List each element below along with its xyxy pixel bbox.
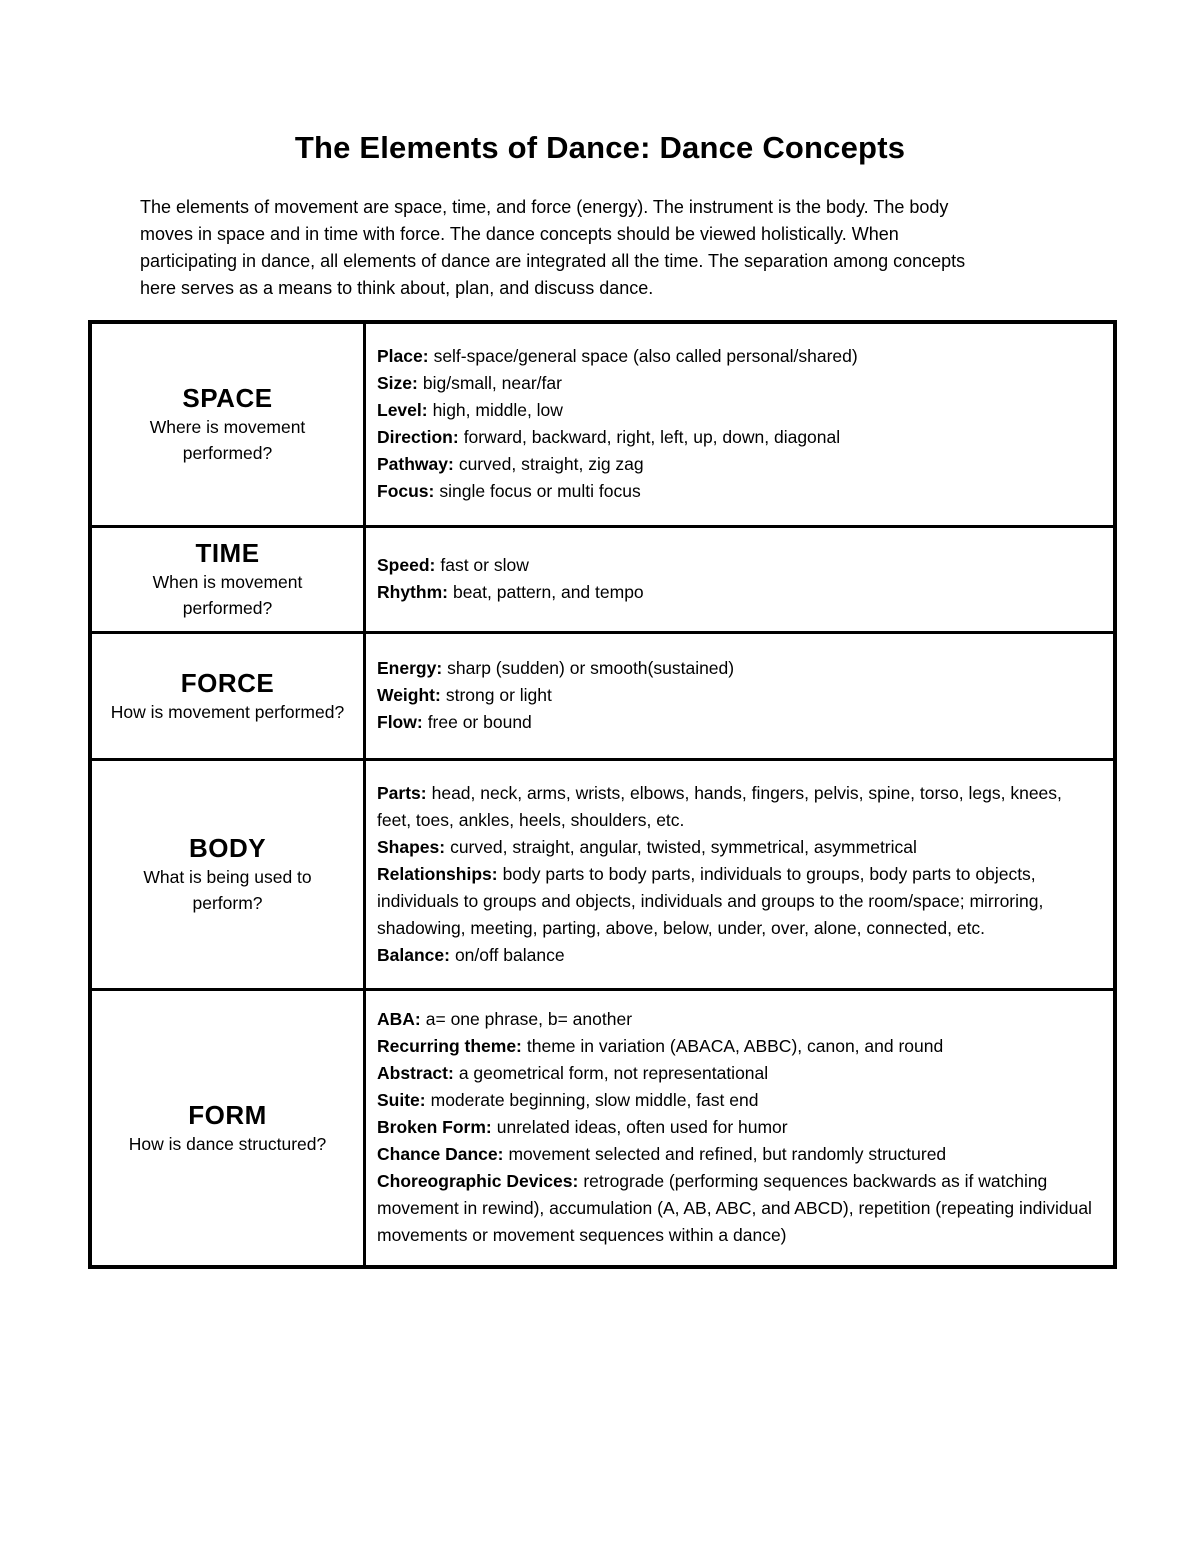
definition-text: self-space/general space (also called personal/shared): [433, 346, 858, 367]
definition-label: Shapes:: [377, 836, 446, 857]
definition-line: [377, 370, 1093, 397]
term-cell-space: [90, 322, 365, 526]
intro-line: moves in space and in time with force. The dance concepts should be viewed holistically. When: [140, 224, 899, 244]
definition-label: Flow:: [377, 712, 423, 732]
definition-line: [377, 834, 1093, 861]
table-row-space: [90, 322, 1115, 526]
dance-concepts-table: [88, 320, 1117, 1269]
definition-line: [377, 552, 1093, 579]
definition-line: [377, 942, 1093, 969]
definition-line: [377, 343, 1093, 370]
intro-line: here serves as a means to think about, plan, and discuss dance.: [140, 278, 654, 298]
definition-cell-force: [365, 632, 1116, 759]
definition-cell-body: [365, 759, 1116, 989]
definition-label: Relationships:: [377, 863, 498, 884]
term-cell-time: [90, 526, 365, 632]
definition-line: [377, 451, 1093, 478]
definition-line: [377, 1060, 1093, 1087]
element-term: SPACE: [182, 383, 273, 414]
definition-text: curved, straight, zig zag: [458, 454, 644, 475]
table-row-force: [90, 632, 1115, 759]
definition-line: [377, 682, 1093, 709]
definition-label: Direction:: [377, 427, 459, 448]
definition-line: [377, 424, 1093, 451]
element-question: What is being used to perform?: [143, 867, 312, 913]
definition-label: Balance:: [377, 944, 450, 965]
definition-line: [377, 1006, 1093, 1033]
document-title: The Elements of Dance: Dance Concepts: [294, 130, 906, 165]
element-term: TIME: [195, 538, 260, 568]
definition-label: Energy:: [377, 658, 443, 678]
intro-paragraph: [140, 194, 1055, 302]
definition-label: Place:: [377, 346, 429, 367]
definition-text: strong or light: [445, 685, 552, 705]
definition-label: Speed:: [377, 555, 436, 575]
element-question: Where is movement performed?: [149, 417, 306, 464]
definition-label: Weight:: [377, 685, 441, 705]
definition-label: Chance Dance:: [377, 1144, 504, 1165]
term-cell-form: [90, 989, 365, 1267]
element-term: BODY: [188, 833, 267, 863]
definition-label: Suite:: [377, 1090, 426, 1111]
definition-label: Pathway:: [377, 454, 454, 475]
definition-line: [377, 1168, 1093, 1249]
definition-text: unrelated ideas, often used for humor: [496, 1117, 788, 1138]
definition-text: a= one phrase, b= another: [425, 1009, 633, 1030]
definition-line: [377, 1033, 1093, 1060]
definition-cell-space: [365, 322, 1116, 526]
table-row-body: [90, 759, 1115, 989]
definition-text: beat, pattern, and tempo: [452, 582, 644, 602]
definition-text: high, middle, low: [432, 400, 563, 421]
definition-cell-form: [365, 989, 1116, 1267]
definition-text: curved, straight, angular, twisted, symmetrical, asymmetrical: [450, 836, 917, 857]
definition-line: [377, 397, 1093, 424]
definition-text: head, neck, arms, wrists, elbows, hands, fingers, pelvis, spine, torso, legs, knees, feet, toes, ankles, heels, shoulders, etc.: [377, 782, 1062, 830]
definition-line: [377, 861, 1093, 942]
definition-label: Level:: [377, 400, 428, 421]
definition-text: big/small, near/far: [422, 373, 562, 394]
definition-label: Size:: [377, 373, 418, 394]
definition-text: fast or slow: [440, 555, 529, 575]
definition-label: Focus:: [377, 481, 435, 502]
intro-line: The elements of movement are space, time, and force (energy). The instrument is the body. The body: [140, 197, 949, 217]
element-question: How is dance structured?: [128, 1133, 327, 1154]
definition-line: [377, 478, 1093, 505]
term-cell-body: [90, 759, 365, 989]
definition-text: a geometrical form, not representational: [458, 1063, 769, 1084]
element-term: FORM: [188, 1099, 267, 1130]
definition-text: moderate beginning, slow middle, fast end: [430, 1090, 759, 1111]
definition-line: [377, 1087, 1093, 1114]
definition-label: Broken Form:: [377, 1117, 492, 1138]
element-term: FORCE: [180, 667, 275, 698]
definition-label: Choreographic Devices:: [377, 1171, 579, 1192]
definition-line: [377, 780, 1093, 834]
term-cell-force: [90, 632, 365, 759]
definition-text: forward, backward, right, left, up, down, diagonal: [463, 427, 841, 448]
definition-label: Rhythm:: [377, 582, 448, 602]
definition-line: [377, 709, 1093, 736]
definition-line: [377, 579, 1093, 606]
definition-text: body parts to body parts, individuals to groups, body parts to objects, individuals to groups and objects, individuals and groups to the room/space; mirroring, shadowing, meeting, parting, above, below, under, over, alone, connected, etc.: [377, 863, 1044, 938]
definition-text: single focus or multi focus: [439, 481, 641, 502]
definition-line: [377, 1141, 1093, 1168]
element-question: How is movement performed?: [110, 701, 345, 722]
definition-text: sharp (sudden) or smooth(sustained): [447, 658, 735, 678]
definition-text: retrograde (performing sequences backwards as if watching movement in rewind), accumulation (A, AB, ABC, and ABCD), repetition (repeating individual movements or movement sequences within a dance): [377, 1171, 1092, 1246]
definition-line: [377, 1114, 1093, 1141]
element-question: When is movement performed?: [152, 572, 303, 618]
definition-label: Parts:: [377, 782, 427, 803]
definition-text: movement selected and refined, but randomly structured: [508, 1144, 947, 1165]
definition-label: Recurring theme:: [377, 1036, 522, 1057]
definition-line: [377, 655, 1093, 682]
table-row-form: [90, 989, 1115, 1267]
definition-text: free or bound: [427, 712, 532, 732]
table-row-time: [90, 526, 1115, 632]
definition-label: ABA:: [377, 1009, 421, 1030]
intro-line: participating in dance, all elements of dance are integrated all the time. The separation among concepts: [140, 251, 966, 271]
definition-label: Abstract:: [377, 1063, 454, 1084]
definition-text: theme in variation (ABACA, ABBC), canon, and round: [526, 1036, 944, 1057]
definition-cell-time: [365, 526, 1116, 632]
definition-text: on/off balance: [454, 944, 565, 965]
